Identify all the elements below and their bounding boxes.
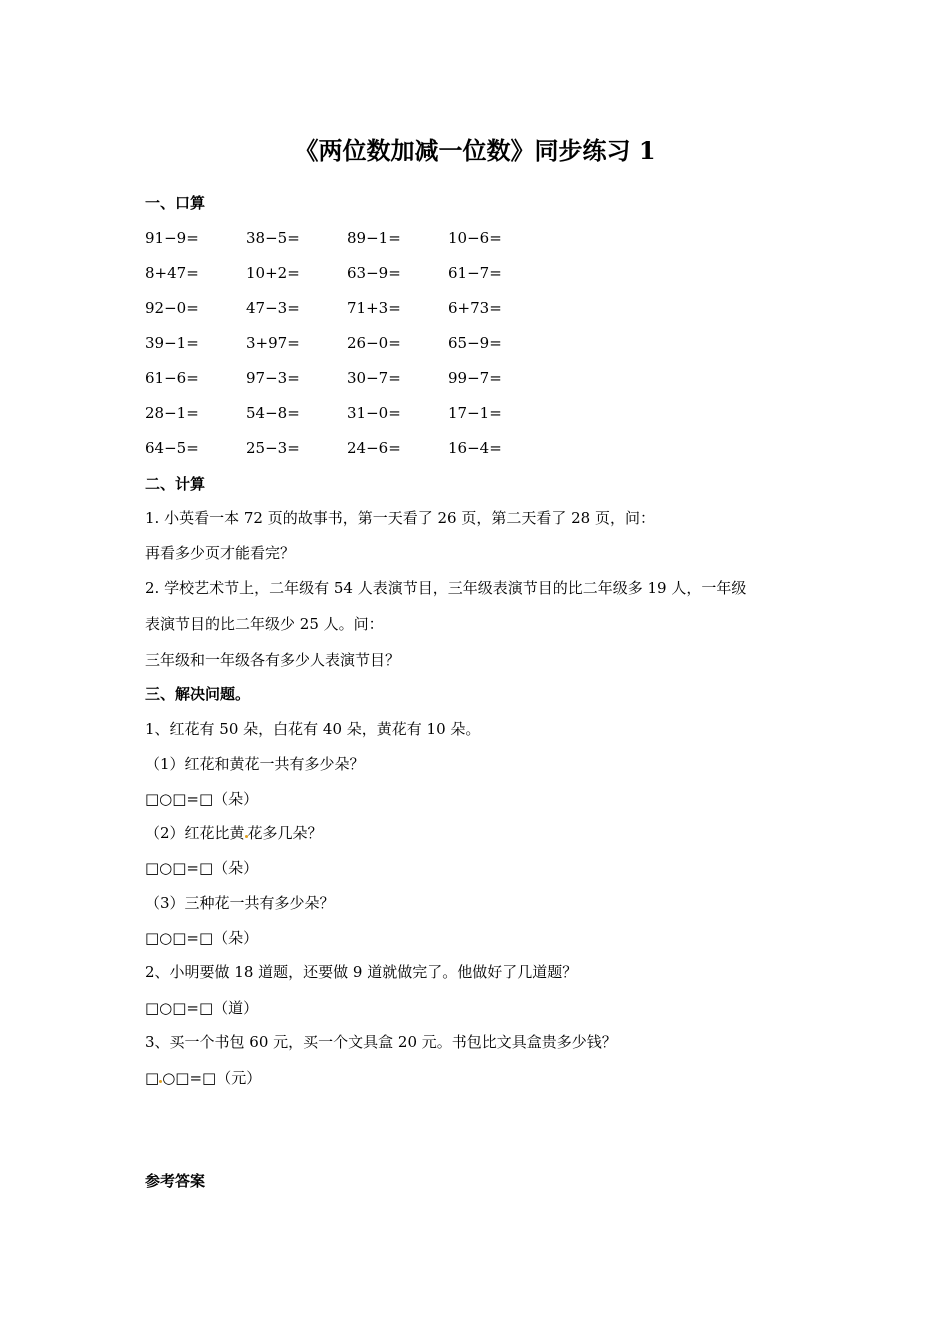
- oral-problem: 97−3=: [246, 369, 300, 387]
- problem-text: 3、买一个书包 60 元，买一个文具盒 20 元。书包比文具盒贵多少钱？: [145, 1033, 617, 1051]
- answer-template: □○□=□（朵）: [145, 929, 259, 947]
- answer-template: □○□=□（朵）: [145, 859, 259, 877]
- oral-problem: 91−9=: [145, 229, 199, 247]
- oral-problem: 61−7=: [448, 264, 502, 282]
- section-heading-calculation: 二、计算: [145, 475, 206, 493]
- oral-problem: 30−7=: [347, 369, 401, 387]
- problem-text: 1、红花有 50 朵，白花有 40 朵，黄花有 10 朵。: [145, 720, 481, 738]
- question-text: 再看多少页才能看完？: [145, 544, 296, 562]
- question-text: 表演节目的比二年级少 25 人。问：: [145, 615, 384, 633]
- oral-row: [145, 333, 565, 368]
- oral-problem: 28−1=: [145, 404, 199, 422]
- problem-text: 2、小明要做 18 道题，还要做 9 道就做完了。他做好了几道题？: [145, 963, 578, 981]
- question-text: 1. 小英看一本 72 页的故事书，第一天看了 26 页，第二天看了 28 页，问：: [145, 509, 655, 527]
- oral-problem: 25−3=: [246, 439, 300, 457]
- section-heading-oral: 一、口算: [145, 194, 206, 212]
- answer-template: □○□=□（道）: [145, 999, 259, 1017]
- sub-question-part: 花多几朵？: [247, 824, 323, 842]
- oral-problem: 10−6=: [448, 229, 502, 247]
- oral-row: [145, 298, 565, 333]
- oral-problem: 63−9=: [347, 264, 401, 282]
- section-heading-problems: 三、解决问题。: [145, 685, 251, 703]
- oral-problem: 24−6=: [347, 439, 401, 457]
- oral-row: [145, 263, 565, 298]
- oral-problem: 64−5=: [145, 439, 199, 457]
- oral-problem: 99−7=: [448, 369, 502, 387]
- oral-problem: 6+73=: [448, 299, 502, 317]
- oral-row: [145, 228, 565, 263]
- oral-problem: 31−0=: [347, 404, 401, 422]
- oral-problem: 8+47=: [145, 264, 199, 282]
- question-text: 2. 学校艺术节上，二年级有 54 人表演节目，三年级表演节目的比二年级多 19 人，一年级: [145, 579, 747, 597]
- answer-part: □: [145, 1069, 160, 1087]
- sub-question-part: （2）红花比黄: [145, 824, 245, 842]
- sub-question: （1）红花和黄花一共有多少朵？: [145, 755, 365, 773]
- question-text: 三年级和一年级各有多少人表演节目？: [145, 651, 401, 669]
- oral-problem: 10+2=: [246, 264, 300, 282]
- oral-problem: 47−3=: [246, 299, 300, 317]
- oral-problem: 39−1=: [145, 334, 199, 352]
- page-title: 《两位数加减一位数》同步练习 1: [294, 136, 656, 165]
- oral-row: [145, 403, 565, 438]
- oral-problem: 54−8=: [246, 404, 300, 422]
- oral-problem: 17−1=: [448, 404, 502, 422]
- oral-problem: 3+97=: [246, 334, 300, 352]
- answer-template: □○□=□（朵）: [145, 790, 259, 808]
- answer-template: [145, 1068, 261, 1088]
- answer-part: ○□=□（元）: [162, 1069, 262, 1087]
- oral-problem: 26−0=: [347, 334, 401, 352]
- oral-problem: 89−1=: [347, 229, 401, 247]
- oral-problem: 16−4=: [448, 439, 502, 457]
- oral-problem: 65−9=: [448, 334, 502, 352]
- oral-calculation-grid: [145, 228, 565, 473]
- oral-problem: 61−6=: [145, 369, 199, 387]
- sub-question: （3）三种花一共有多少朵？: [145, 894, 335, 912]
- oral-problem: 92−0=: [145, 299, 199, 317]
- sub-question: [145, 823, 323, 843]
- oral-row: [145, 368, 565, 403]
- oral-row: [145, 438, 565, 473]
- oral-problem: 71+3=: [347, 299, 401, 317]
- oral-problem: 38−5=: [246, 229, 300, 247]
- answers-heading: 参考答案: [145, 1172, 206, 1190]
